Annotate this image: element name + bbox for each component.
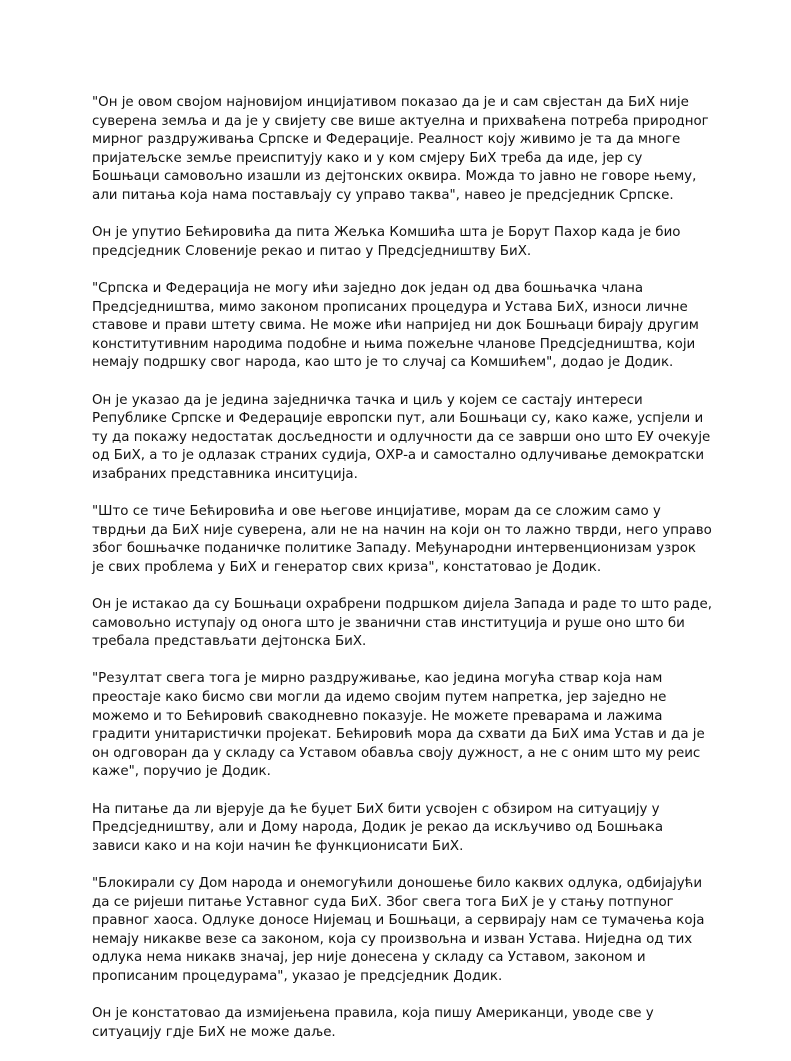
paragraph-5: "Што се тиче Бећировића и ове његове инцијативе, морам да се сложим само у тврдњи да БиХ није суверена, али не на начин на који он то лажно тврди, него управо због бошњачке поданичке политике Западу. Међународни интервенционизам узрок је свих проблема у БиХ и генератор свих криза", констатовао је Додик. bbox=[92, 504, 712, 575]
paragraph-1: "Он је овом својом најновијом инцијативом показао да је и сам свјестан да БиХ није суверена земља и да је у свијету све више актуелна и прихваћена потреба природног мирног раздруживања Српске и Федерације. Реалност коју живимо је та да многе пријатељске земље преиспитују како и у ком смјеру БиХ треба да иде, јер су Бошњаци самовољно изашли из дејтонских оквира. Можда то јавно не говоре њему, али питања која нама постављају су управо таква", навео је предсједник Српске. bbox=[92, 95, 709, 203]
paragraph-6: Он је истакао да су Бошњаци охрабрени подршком дијела Запада и раде то што раде, самовољно иступају од онога што је званични став институција и руше оно што би требала представљати дејтонска БиХ. bbox=[92, 597, 712, 650]
paragraph-4: Он је указао да је једина заједничка тачка и циљ у којем се састају интереси Републике Српске и Федерације европски пут, али Бошњаци су, како каже, успјели и ту да покажу недостатак досљедности и одлучности да се заврши оно што ЕУ очекује од БиХ, а то је одлазак страних судија, ОХР-а и самостално одлучивање демократски изабраних представника инситуција. bbox=[92, 392, 711, 482]
paragraph-8: На питање да ли вјерује да ће буџет БиХ бити усвојен с обзиром на ситуацију у Предсједништву, али и Дому народа, Додик је рекао да искључиво од Бошњака зависи како и на који начин ће функционисати БиХ. bbox=[92, 801, 664, 854]
paragraph-10: Он је констатовао да измијењена правила, која пишу Американци, уводе све у ситуацију гдје БиХ не може даље. bbox=[92, 1006, 654, 1040]
paragraph-9: "Блокирали су Дом народа и онемогућили доношење било каквих одлука, одбијајући да се ријеши питање Уставног суда БиХ. Због свега тога БиХ је у стању потпуног правног хаоса. Одлуке доносе Нијемац и Бошњаци, а сервирају нам се тумачења која немају никакве везе са законом, која су произвољна и изван Устава. Ниједна од тих одлука нема никакв значај, јер није донесена у складу са Уставом, законом и прописаним процедурама", указао је предсједник Додик. bbox=[92, 875, 705, 984]
article-body bbox=[92, 94, 712, 1061]
paragraph-2: Он је упутио Бећировића да пита Жељка Комшића шта је Борут Пахор када је био предсједник Словеније рекао и питао у Предсједништву БиХ. bbox=[92, 225, 681, 259]
paragraph-7: "Резултат свега тога је мирно раздруживање, као једина могућа ствар која нам преостаје како бисмо сви могли да идемо својим путем напретка, јер заједно не можемо и то Бећировић свакодневно показује. Не можете преварама и лажима градити унитаристички пројекат. Бећировић мора да схвати да БиХ има Устав и да је он одговоран да у складу са Уставом обавља своју дужност, а не с оним што му реис каже", поручио је Додик. bbox=[92, 671, 705, 780]
paragraph-3: "Српска и Федерација не могу ићи заједно док један од два бошњачка члана Предсједништва, мимо законом прописаних процедура и Устава БиХ, износи личне ставове и прави штету свима. Не може ићи напријед ни док Бошњаци бирају другим конститутивним народима подобне и њима пожељне чланове Предсједништва, који немају подршку свог народа, као што је то случај са Комшићем", додао је Додик. bbox=[92, 280, 699, 371]
